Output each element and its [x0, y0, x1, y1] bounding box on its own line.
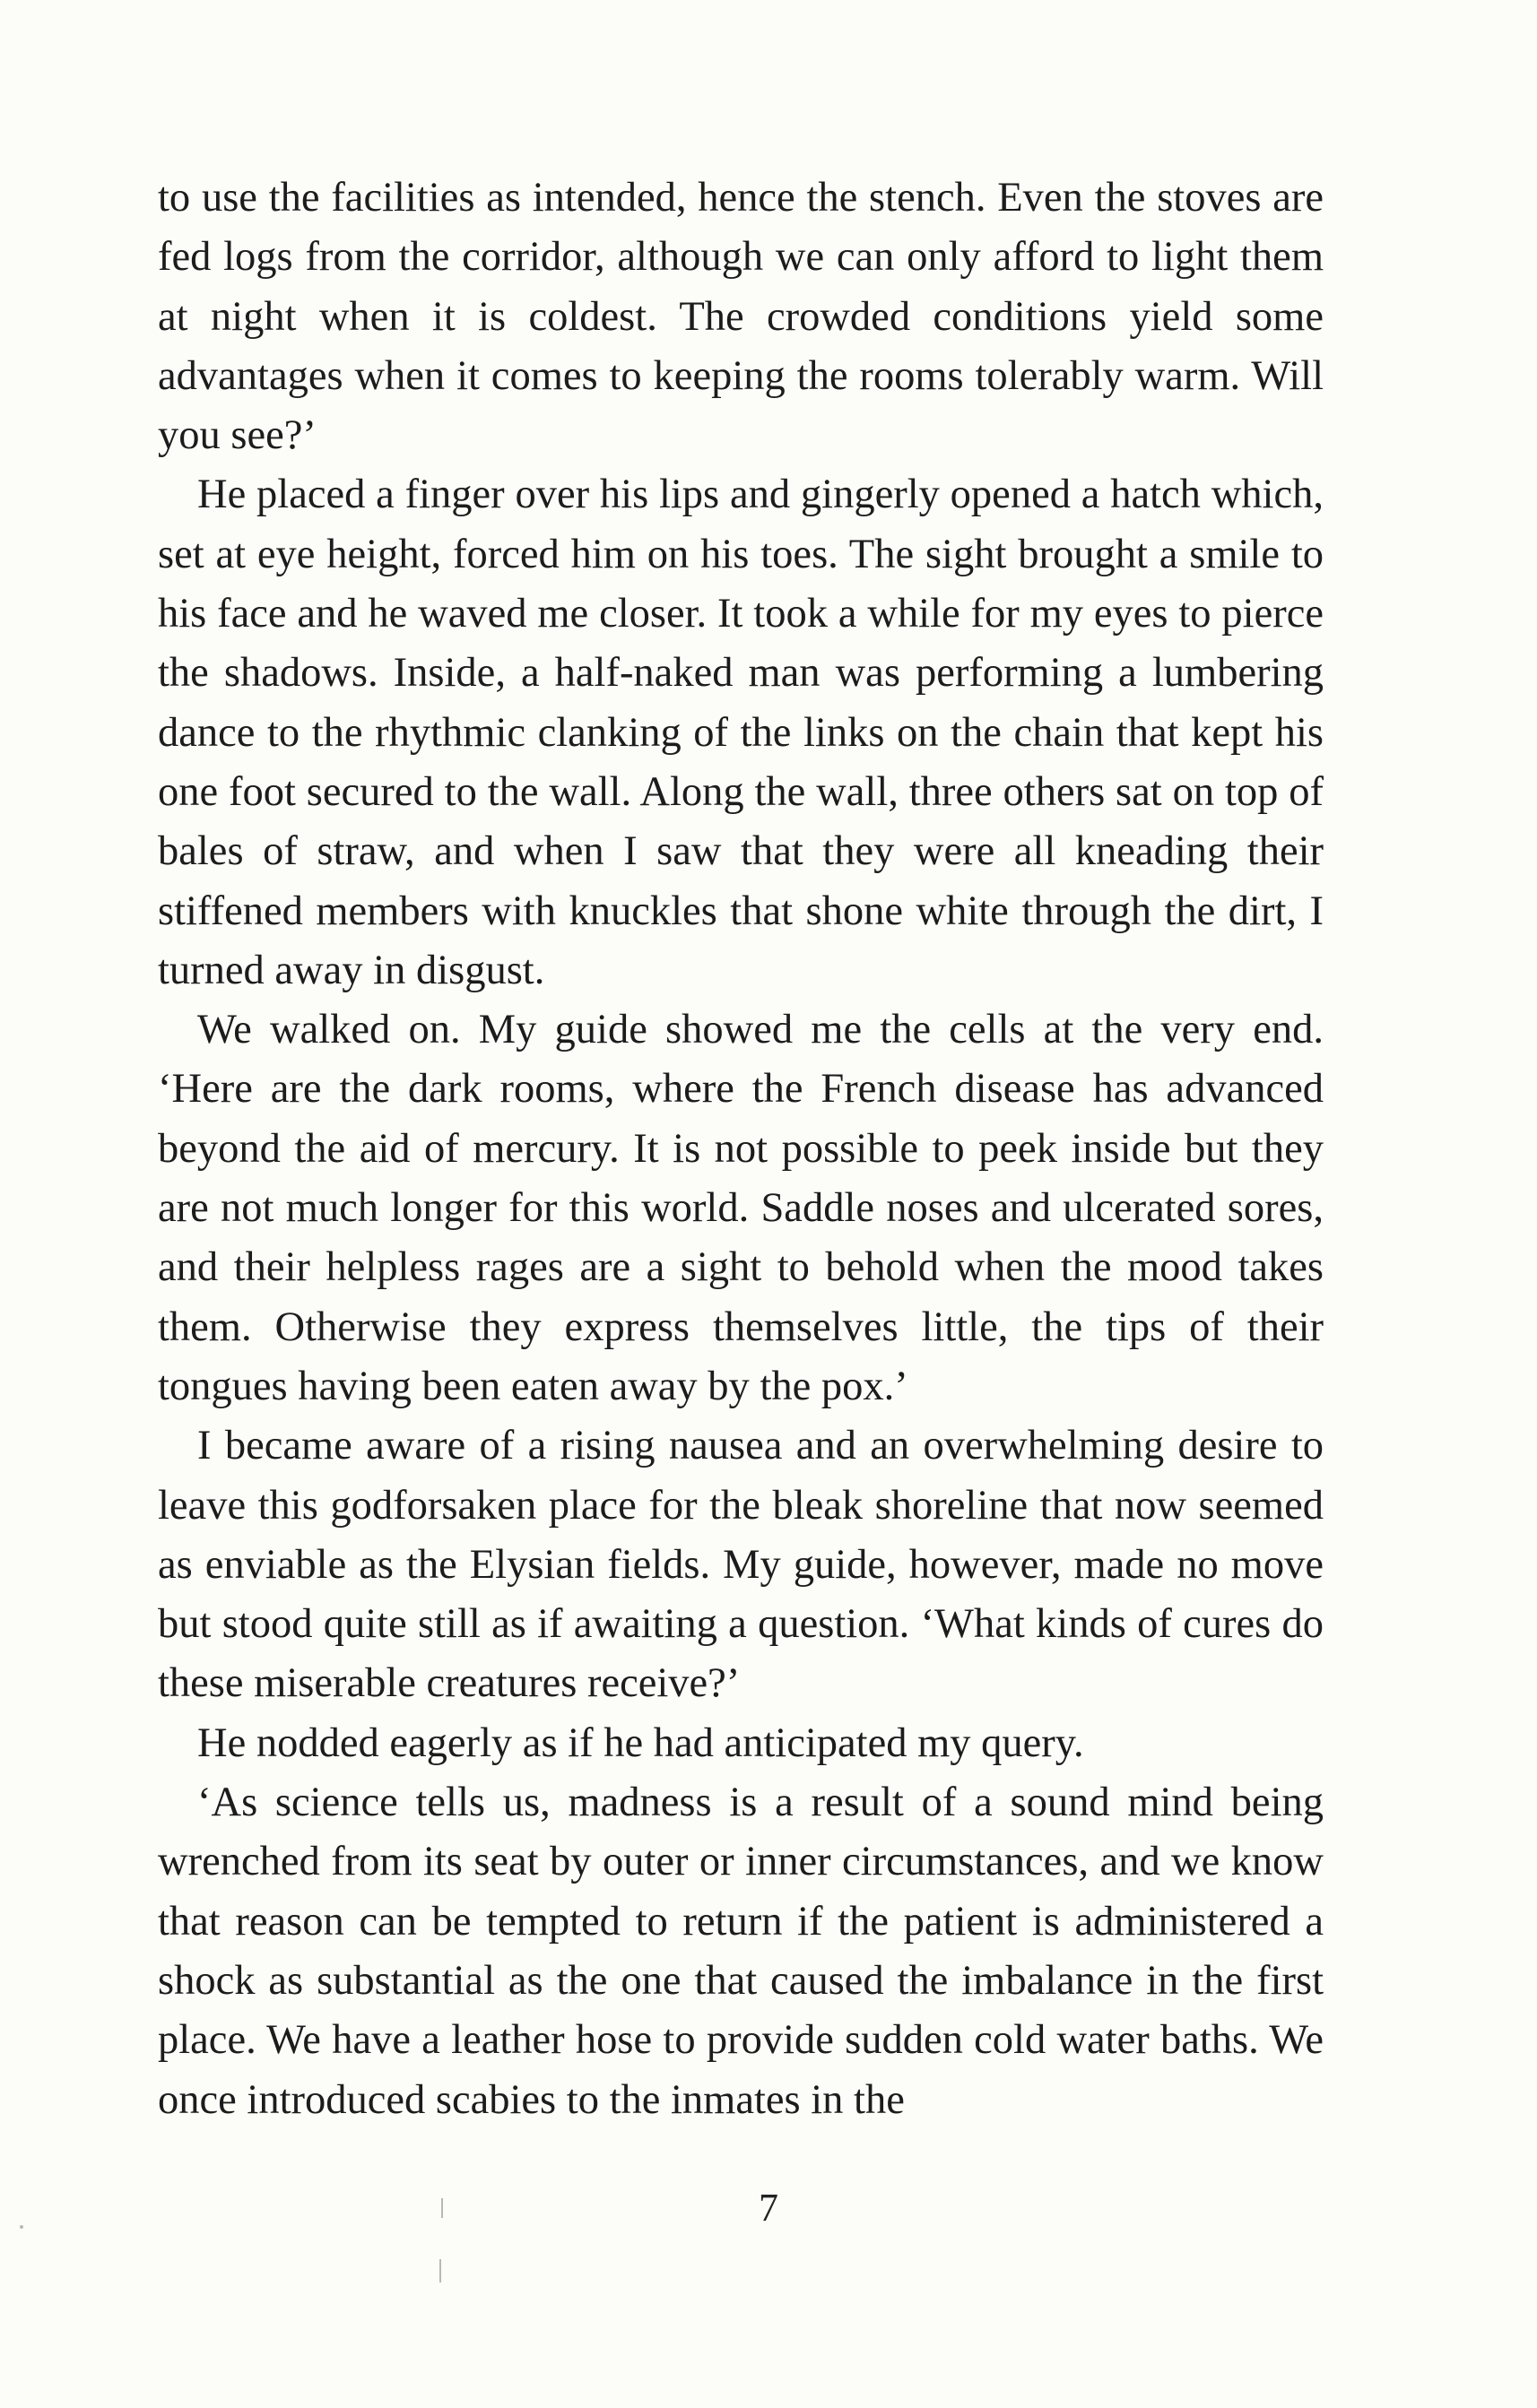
paragraph-2: He placed a finger over his lips and gingerly opened a hatch which, set at eye height, forced him on his toes. The sight brought a smile to his face and he waved me closer. It took a while for my eyes to pierce the shadows. Inside, a half-naked man was performing a lumbering dance to the rhythmic clanking of the links on the chain that kept his one foot secured to the wall. Along the wall, three others sat on top of bales of straw, and when I saw that they were all kneading their stiffened members with knuckles that shone white through the dirt, I turned away in disgust.: [158, 472, 1324, 993]
scan-mark: [20, 2225, 23, 2229]
paragraph-6: ‘As science tells us, madness is a result of a sound mind being wrenched from its seat by outer or inner circumstances, and we know that reason can be tempted to return if the patient is administered a shock as substantial as the one that caused the imbalance in the first place. We have a leather hose to provide sudden cold water baths. We once introduced scabies to the inmates in the: [158, 1780, 1324, 2123]
paragraph-1: to use the facilities as intended, hence the stench. Even the stoves are fed logs from the corridor, although we can only afford to light them at night when it is coldest. The crowded conditions yield some advantages when it comes to keeping the rooms tolerably warm. Will you see?’: [158, 175, 1324, 459]
paragraph-4: I became aware of a rising nausea and an overwhelming desire to leave this godforsaken place for the bleak shoreline that now seemed as enviable as the Elysian fields. My guide, however, made no move but stood quite still as if awaiting a question. ‘What kinds of cures do these miserable creatures receive?’: [158, 1423, 1324, 1707]
body-text: [158, 169, 1324, 2130]
scan-mark: [441, 2198, 443, 2218]
scan-mark: [439, 2259, 441, 2282]
page-number: 7: [759, 2186, 778, 2230]
paragraph-3: We walked on. My guide showed me the cells at the very end. ‘Here are the dark rooms, where the French disease has advanced beyond the aid of mercury. It is not possible to peek inside but they are not much longer for this world. Saddle noses and ulcerated sores, and their helpless rages are a sight to behold when the mood takes them. Otherwise they express themselves little, the tips of their tongues having been eaten away by the pox.’: [158, 1007, 1324, 1409]
paragraph-5: He nodded eagerly as if he had anticipated my query.: [197, 1719, 1084, 1766]
